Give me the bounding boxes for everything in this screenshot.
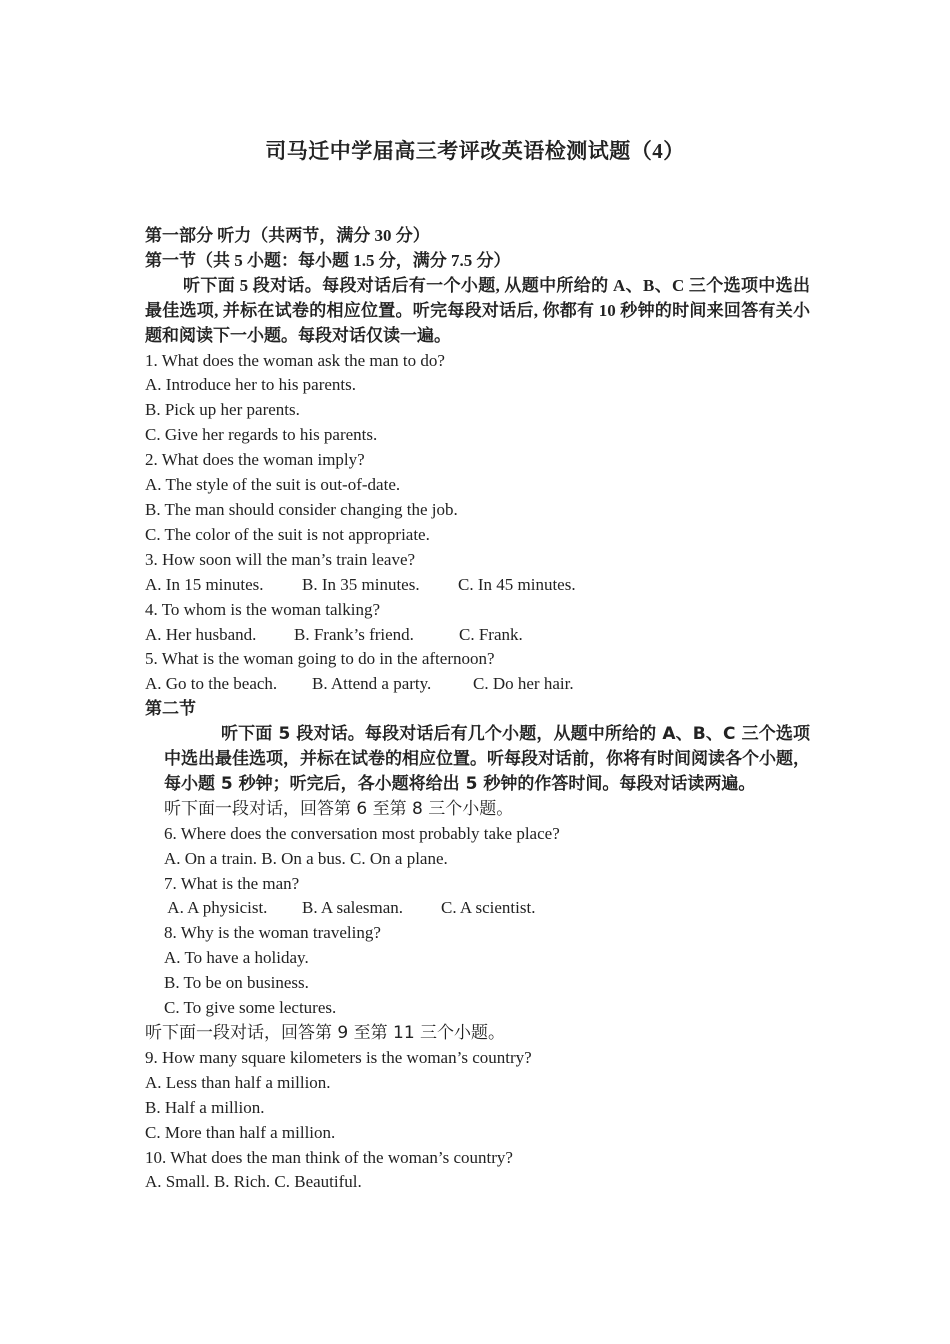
question-8: 8. Why is the woman traveling? [164,923,381,943]
question-3-options [145,573,810,598]
question-4-option-a: A. Her husband. [145,624,257,644]
question-5-option-a: A. Go to the beach. [145,674,278,694]
question-7: 7. What is the man? [164,873,300,893]
dialog1-intro: 听下面一段对话，回答第 6 至第 8 三个小题。 [164,798,514,819]
question-1-option-b: B. Pick up her parents. [145,400,300,420]
question-2-option-a: A. The style of the suit is out-of-date. [145,475,401,495]
section2-instructions: 听下面 5 段对话。每段对话后有几个小题，从题中所给的 A、B、C 三个选项中选出最佳选项，并标在试卷的相应位置。听每段对话前，你将有时间阅读各个小题，每小题 5 秒钟；听完后，各小题将给出 5 秒钟的作答时间。每段对话读两遍。 [164,724,810,794]
question-3-option-b: B. In 35 minutes. [302,574,420,594]
part1-heading: 第一部分 听力（共两节，满分 30 分） [145,226,430,245]
question-5-option-c: C. Do her hair. [473,674,574,694]
question-10-options: A. Small. B. Rich. C. Beautiful. [145,1172,362,1192]
dialog2-intro: 听下面一段对话，回答第 9 至第 11 三个小题。 [145,1023,506,1043]
question-2-option-b: B. The man should consider changing the job. [145,499,458,519]
document-body [145,224,810,1195]
question-1-option-a: A. Introduce her to his parents. [145,375,357,395]
question-9: 9. How many square kilometers is the woman’s country? [145,1047,532,1067]
question-7-option-c: C. A scientist. [441,898,536,918]
question-4-options [145,623,810,648]
question-5: 5. What is the woman going to do in the afternoon? [145,649,495,669]
question-4-option-c: C. Frank. [459,624,523,644]
question-7-options [145,896,810,921]
question-1: 1. What does the woman ask the man to do? [145,350,445,370]
question-9-option-c: C. More than half a million. [145,1122,336,1142]
question-6: 6. Where does the conversation most probably take place? [164,823,560,843]
question-9-option-a: A. Less than half a million. [145,1072,331,1092]
question-5-options [145,672,810,697]
question-4: 4. To whom is the woman talking? [145,599,381,619]
question-2: 2. What does the woman imply? [145,450,365,470]
question-3-option-a: A. In 15 minutes. [145,574,264,594]
question-8-option-b: B. To be on business. [164,973,309,993]
question-2-option-c: C. The color of the suit is not appropriate. [145,524,430,544]
question-1-option-c: C. Give her regards to his parents. [145,425,378,445]
section2-heading: 第二节 [145,699,196,720]
question-3: 3. How soon will the man’s train leave? [145,549,416,569]
question-8-option-a: A. To have a holiday. [164,948,309,968]
question-3-option-c: C. In 45 minutes. [458,574,576,594]
question-7-option-a: A. A physicist. [164,898,268,918]
question-4-option-b: B. Frank’s friend. [294,624,414,644]
section1-heading: 第一节（共 5 小题：每小题 1.5 分，满分 7.5 分） [145,250,511,270]
question-8-option-c: C. To give some lectures. [164,998,337,1018]
question-9-option-b: B. Half a million. [145,1097,265,1117]
page-title: 司马迁中学届高三考评改英语检测试题（4） [265,139,685,163]
section1-instructions: 听下面 5 段对话。每段对话后有一个小题, 从题中所给的 A、B、C 三个选项中选出最佳选项, 并标在试卷的相应位置。听完每段对话后, 你都有 10 秒钟的时间来回答有关小题和阅读下一小题。每段对话仅读一遍。 [145,275,810,345]
question-6-options: A. On a train. B. On a bus. C. On a plane. [164,848,448,868]
question-5-option-b: B. Attend a party. [312,674,432,694]
question-10: 10. What does the man think of the woman’s country? [145,1147,513,1167]
question-7-option-b: B. A salesman. [302,898,404,918]
